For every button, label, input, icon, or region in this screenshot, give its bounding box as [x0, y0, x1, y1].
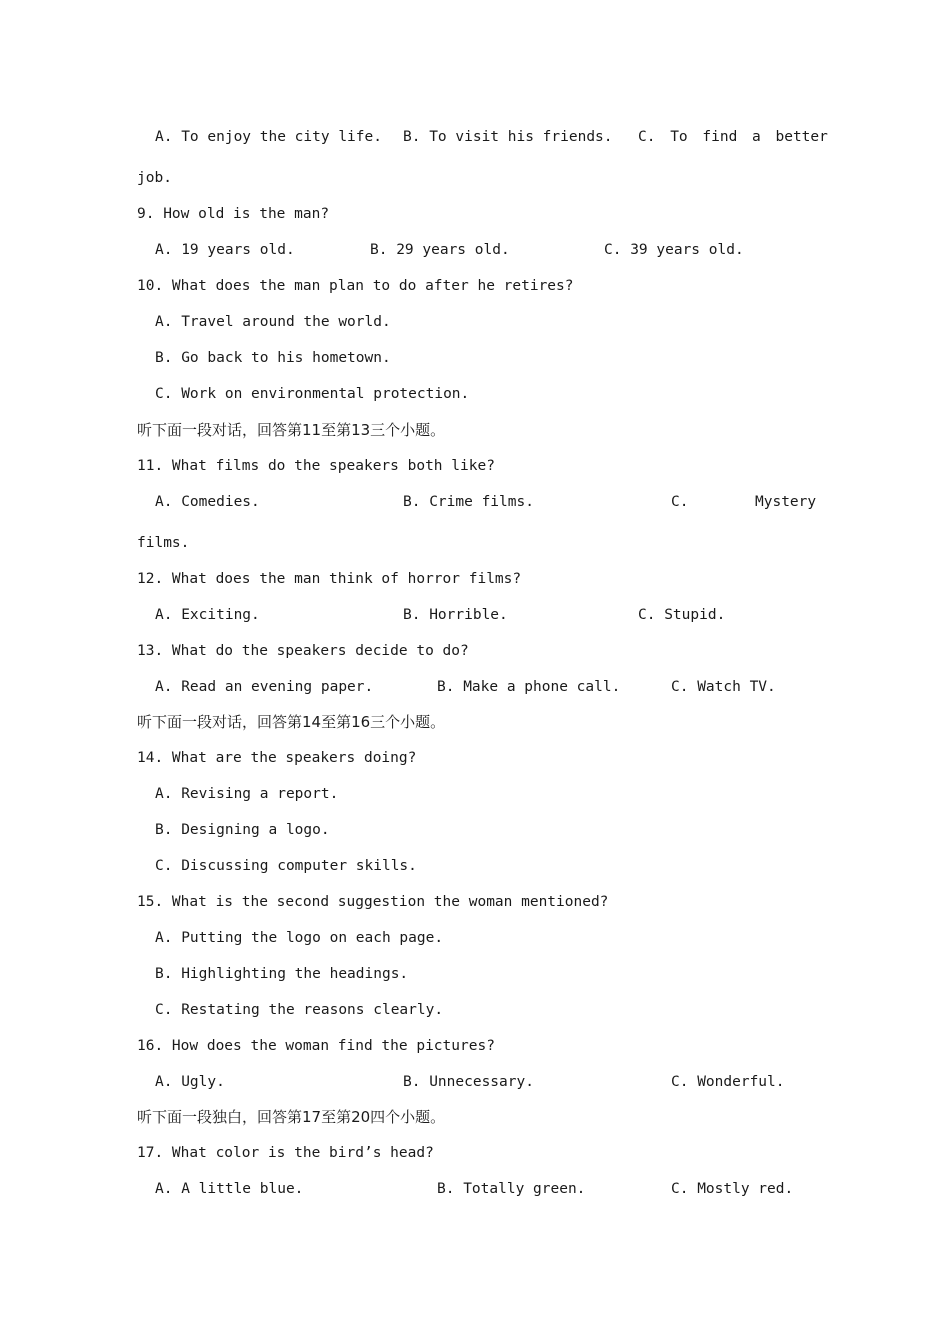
q13-option-c: C. Watch TV.	[671, 679, 776, 695]
q11-option-c-wrap: films.	[137, 535, 190, 551]
q15-option-b: B. Highlighting the headings.	[155, 966, 409, 982]
q17-option-a: A. A little blue.	[155, 1181, 304, 1197]
q15-option-a: A. Putting the logo on each page.	[155, 930, 444, 946]
q9-option-c: C. 39 years old.	[604, 242, 744, 258]
q9-option-b: B. 29 years old.	[370, 242, 510, 258]
q10-option-c: C. Work on environmental protection.	[155, 386, 470, 402]
q12-option-b: B. Horrible.	[403, 607, 508, 623]
section-instruction-1: 听下面一段对话，回答第11至第13三个小题。	[137, 421, 446, 439]
q8-option-a: A. To enjoy the city life.	[155, 129, 382, 145]
q9-question: 9. How old is the man?	[137, 206, 330, 222]
q14-option-b: B. Designing a logo.	[155, 822, 330, 838]
q11-option-c-text: Mystery	[755, 494, 817, 510]
q12-question: 12. What does the man think of horror films?	[137, 571, 522, 587]
q16-question: 16. How does the woman find the pictures?	[137, 1038, 495, 1054]
q10-option-b: B. Go back to his hometown.	[155, 350, 391, 366]
section-instruction-2: 听下面一段对话，回答第14至第16三个小题。	[137, 713, 446, 731]
q13-question: 13. What do the speakers decide to do?	[137, 643, 469, 659]
q8-option-c: C. To find a better	[638, 129, 828, 145]
q13-option-b: B. Make a phone call.	[437, 679, 621, 695]
q17-option-b: B. Totally green.	[437, 1181, 586, 1197]
q15-question: 15. What is the second suggestion the woman mentioned?	[137, 894, 609, 910]
q10-question: 10. What does the man plan to do after he retires?	[137, 278, 574, 294]
q14-question: 14. What are the speakers doing?	[137, 750, 417, 766]
q16-option-c: C. Wonderful.	[671, 1074, 785, 1090]
q13-option-a: A. Read an evening paper.	[155, 679, 374, 695]
q11-option-a: A. Comedies.	[155, 494, 260, 510]
q10-option-a: A. Travel around the world.	[155, 314, 391, 330]
q15-option-c: C. Restating the reasons clearly.	[155, 1002, 444, 1018]
q11-question: 11. What films do the speakers both like?	[137, 458, 495, 474]
q14-option-a: A. Revising a report.	[155, 786, 339, 802]
q17-option-c: C. Mostly red.	[671, 1181, 794, 1197]
q11-option-c-label: C.	[671, 494, 689, 510]
q8-option-b: B. To visit his friends.	[403, 129, 613, 145]
q14-option-c: C. Discussing computer skills.	[155, 858, 417, 874]
q16-option-b: B. Unnecessary.	[403, 1074, 534, 1090]
q16-option-a: A. Ugly.	[155, 1074, 225, 1090]
q11-option-b: B. Crime films.	[403, 494, 534, 510]
q9-option-a: A. 19 years old.	[155, 242, 295, 258]
section-instruction-3: 听下面一段独白，回答第17至第20四个小题。	[137, 1108, 446, 1126]
q8-option-c-wrap: job.	[137, 170, 172, 186]
q12-option-c: C. Stupid.	[638, 607, 726, 623]
q12-option-a: A. Exciting.	[155, 607, 260, 623]
q17-question: 17. What color is the bird’s head?	[137, 1145, 434, 1161]
